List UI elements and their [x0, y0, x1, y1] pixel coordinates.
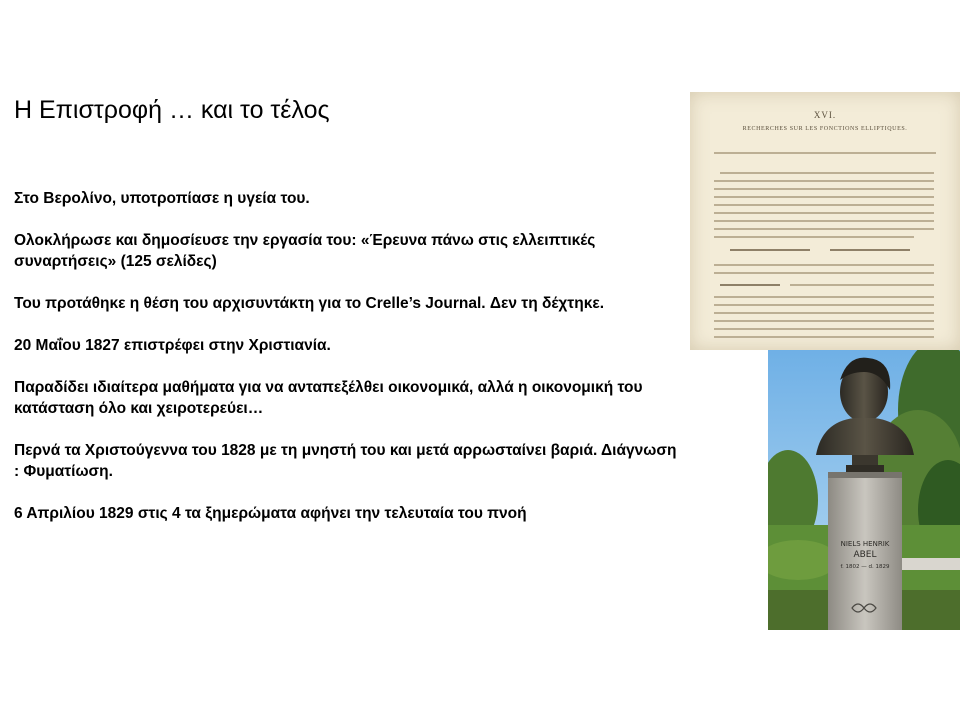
slide-body — [14, 188, 679, 524]
paper-formula-line — [720, 284, 780, 286]
paper-text-line — [714, 220, 934, 222]
paper-text-line — [714, 180, 934, 182]
paragraph-death: 6 Απριλίου 1829 στις 4 τα ξημερώματα αφήνει την τελευταία του πνοή — [14, 505, 527, 522]
paper-roman-numeral: XVI. — [813, 110, 837, 120]
pedestal-name-line-2: ABEL — [853, 550, 877, 560]
pedestal-dates: f. 1802 — d. 1829 — [840, 564, 890, 570]
paper-text-line — [714, 204, 934, 206]
paper-text-line — [790, 284, 934, 286]
pedestal-name-line-1: NIELS HENRIK — [840, 540, 890, 548]
paper-scan-image — [690, 92, 960, 350]
paper-text-line — [714, 296, 934, 298]
paper-text-line — [714, 320, 934, 322]
paragraph-crelle: Του προτάθηκε η θέση του αρχισυντάκτη για το Crelle’s Journal. Δεν τη δέχτηκε. — [14, 295, 604, 312]
paper-text-line — [714, 236, 914, 238]
slide-title: Η Επιστροφή … και το τέλος — [14, 96, 330, 124]
paper-text-line — [714, 264, 934, 266]
bust-photo-drawing — [768, 350, 960, 630]
paper-heading: RECHERCHES SUR LES FONCTIONS ELLIPTIQUES. — [742, 126, 908, 132]
paper-text-line — [714, 228, 934, 230]
paper-text-line — [714, 304, 934, 306]
paper-text-line — [714, 152, 936, 154]
paper-text-line — [714, 196, 934, 198]
paper-text-line — [714, 328, 934, 330]
paper-text-line — [714, 336, 934, 338]
paper-formula-line — [830, 249, 910, 251]
paper-text-line — [720, 172, 934, 174]
paragraph-berlin: Στο Βερολίνο, υποτροπίασε η υγεία του. — [14, 190, 310, 207]
paper-text-line — [714, 312, 934, 314]
abel-bust-photo — [768, 350, 960, 630]
paper-formula-line — [730, 249, 810, 251]
paragraph-lessons: Παραδίδει ιδιαίτερα μαθήματα για να ανταπεξέλθει οικονομικά, αλλά η οικονομική του κατάσταση όλο και χειροτερεύει… — [14, 379, 643, 417]
paper-text-line — [714, 212, 934, 214]
paragraph-research: Ολοκλήρωσε και δημοσίευσε την εργασία του: «Έρευνα πάνω στις ελλειπτικές συναρτήσεις» (125 σελίδες) — [14, 232, 596, 270]
paper-text-line — [714, 188, 934, 190]
paragraph-illness: Περνά τα Χριστούγεννα του 1828 με τη μνηστή του και μετά αρρωσταίνει βαριά. Διάγνωση : Φυματίωση. — [14, 442, 677, 480]
paragraph-return: 20 Μαΐου 1827 επιστρέφει στην Χριστιανία. — [14, 337, 331, 354]
paper-text-line — [714, 272, 934, 274]
